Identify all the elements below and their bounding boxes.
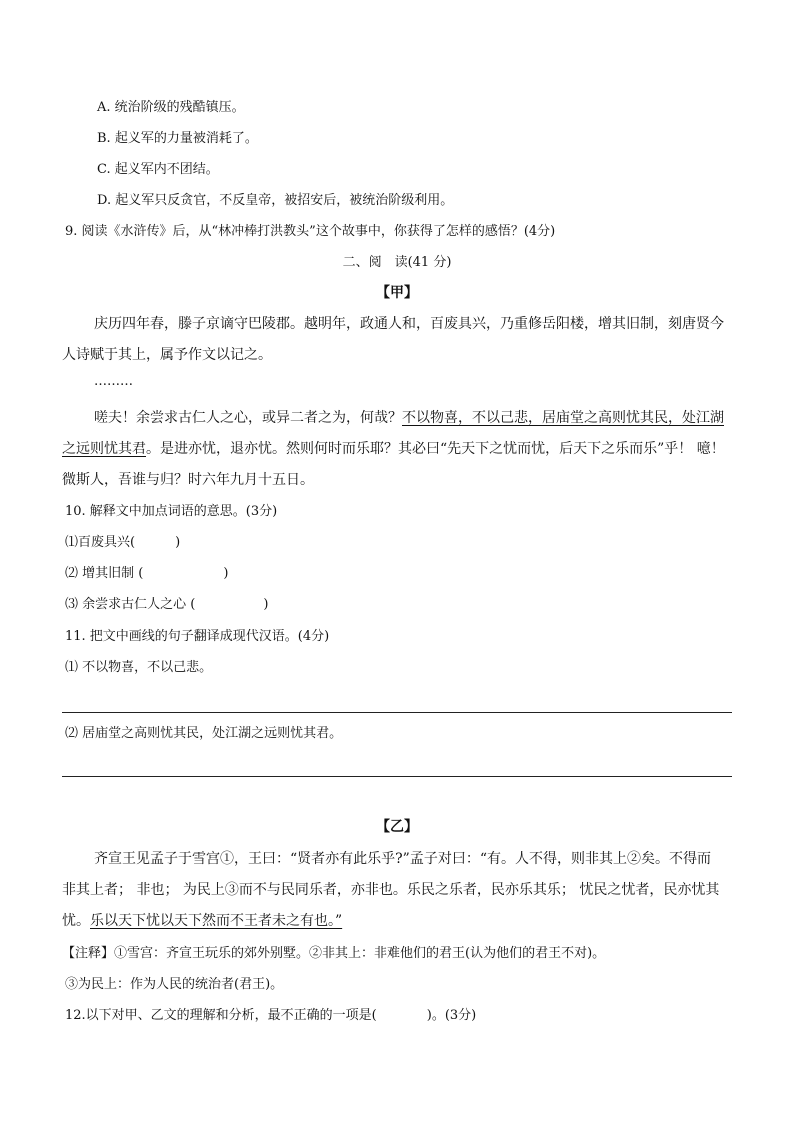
- jia-p2-text: 嗟夫！余尝求古仁人之心，或异二者之为，何哉？: [94, 410, 402, 426]
- section-title: 二、阅 读(41 分): [342, 255, 452, 270]
- note-line2: ③为民上：作为人民的统治者(君王)。: [65, 977, 284, 992]
- question-11-item2: ⑵ 居庙堂之高则忧其民，处江湖之远则忧其君。: [65, 726, 343, 741]
- jia-paragraph1-line2: 人诗赋于其上，属予作文以记之。: [62, 347, 272, 363]
- question-9: 9. 阅读《水浒传》后，从“林冲棒打洪教头”这个故事中，你获得了怎样的感悟？(4分): [65, 224, 556, 239]
- question-12: 12.以下对甲、乙文的理解和分析，最不正确的一项是( )。(3分): [65, 1008, 477, 1023]
- jia-paragraph2-line1: [94, 407, 724, 427]
- option-a: A. 统治阶级的残酷镇压。: [97, 100, 245, 115]
- yi-line3: 忧。乐以天下忧以天下然而不王者未之有也。”: [62, 913, 343, 929]
- question-11-item1: ⑴ 不以物喜，不以己悲。: [65, 660, 213, 675]
- yi-line1: 齐宣王见孟子于雪宫①，王曰：“贤者亦有此乐乎?”孟子对曰：“有。人不得，则非其上②矣。不得而: [94, 851, 711, 867]
- question-11: 11. 把文中画线的句子翻译成现代汉语。(4分): [65, 629, 330, 644]
- option-b: B. 起义军的力量被消耗了。: [97, 131, 258, 146]
- note-line1: 【注释】①雪宫：齐宣王玩乐的郊外别墅。②非其上：非难他们的君王(认为他们的君王不对)。: [62, 946, 606, 961]
- passage-jia-title: 【甲】: [376, 285, 418, 301]
- jia-paragraph2-line3: 微斯人，吾谁与归？时六年九月十五日。: [62, 472, 314, 488]
- passage-yi-title: 【乙】: [376, 819, 418, 835]
- answer-line: [62, 712, 732, 713]
- option-c: C. 起义军内不团结。: [97, 162, 219, 177]
- jia-paragraph2-line2: [62, 438, 725, 458]
- jia-p2-text-cont: 。是进亦忧，退亦忧。然则何时而乐耶？其必曰“先天下之忧而忧，后天下之乐而乐”乎！ 噫！: [146, 441, 725, 457]
- yi-line2: 非其上者； 非也； 为民上③而不与民同乐者，亦非也。乐民之乐者，民亦乐其乐； 忧民之忧者，民亦忧其: [62, 882, 720, 898]
- underlined-sentence-yi: 乐以天下忧以天下然而不王者未之有也。”: [90, 913, 343, 929]
- option-d: D. 起义军只反贪官，不反皇帝，被招安后，被统治阶级利用。: [97, 193, 454, 208]
- underlined-sentence-part1: 不以物喜，不以己悲，居庙堂之高则忧其民，处江湖: [402, 410, 724, 426]
- underlined-sentence-part2: 之远则忧其君: [62, 441, 146, 457]
- question-10: 10. 解释文中加点词语的意思。(3分): [65, 504, 278, 519]
- answer-line: [62, 776, 732, 777]
- question-10-item1: ⑴百废具兴( ): [65, 535, 181, 550]
- question-10-item3: ⑶ 余尝求古仁人之心 ( ): [65, 597, 269, 612]
- jia-paragraph1-line1: 庆历四年春，滕子京谪守巴陵郡。越明年，政通人和，百废具兴，乃重修岳阳楼，增其旧制，刻唐贤今: [94, 316, 724, 332]
- question-10-item2: ⑵ 增其旧制 ( ): [65, 566, 229, 581]
- ellipsis: ………: [94, 374, 133, 389]
